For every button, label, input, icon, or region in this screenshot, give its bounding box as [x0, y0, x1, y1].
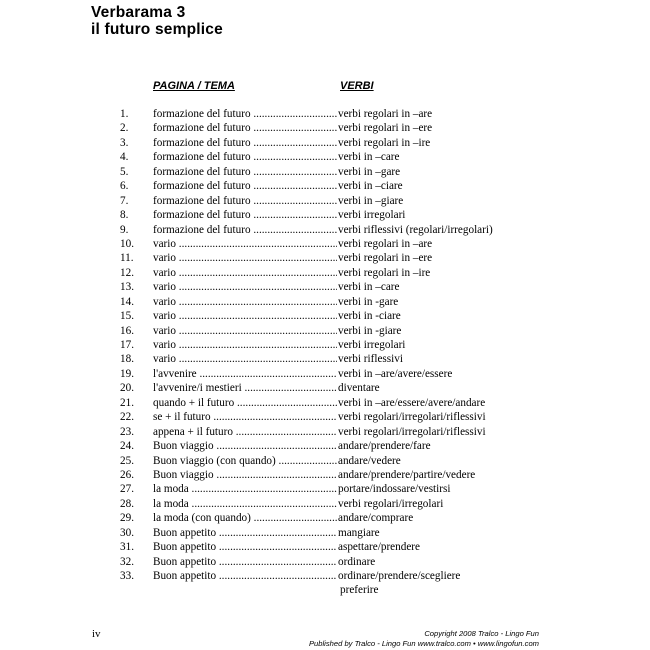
item-tema: formazione del futuro .....: [153, 194, 337, 208]
item-verbi: verbi irregolari: [338, 209, 406, 222]
item-number: 26.: [120, 468, 134, 481]
item-number: 25.: [120, 454, 134, 467]
item-tema: la moda .....: [153, 482, 337, 496]
item-tema: formazione del futuro .....: [153, 150, 337, 164]
item-tema: formazione del futuro .....: [153, 165, 337, 179]
item-tema: Buon appetito .....: [153, 526, 337, 540]
item-verbi: andare/comprare: [338, 512, 414, 525]
item-number: 9.: [120, 223, 129, 236]
list-item: [0, 526, 650, 540]
item-tema: formazione del futuro .....: [153, 136, 337, 150]
item-verbi: verbi regolari/irregolari/riflessivi: [338, 411, 486, 424]
item-number: 22.: [120, 411, 134, 424]
item-tema: Buon viaggio (con quando) .....: [153, 454, 337, 468]
item-number: 20.: [120, 382, 134, 395]
list-item: [0, 468, 650, 482]
item-number: 11.: [120, 252, 134, 265]
list-item: [0, 352, 650, 366]
item-verbi: verbi regolari in –are: [338, 108, 433, 120]
item-number: 12.: [120, 266, 134, 279]
item-verbi: verbi riflessivi: [338, 353, 403, 366]
item-number: 33.: [120, 570, 134, 582]
list-item: [0, 410, 650, 424]
item-number: 28.: [120, 497, 134, 510]
list-item: [0, 569, 650, 597]
list-item: [0, 107, 650, 121]
item-tema: formazione del futuro .....: [153, 208, 337, 222]
list-item: [0, 121, 650, 135]
item-verbi: verbi regolari in –ire: [338, 136, 431, 149]
list-item: [0, 381, 650, 395]
item-number: 29.: [120, 512, 134, 525]
item-verbi: portare/indossare/vestirsi: [338, 483, 451, 496]
item-number: 32.: [120, 555, 134, 568]
item-tema: formazione del futuro .....: [153, 121, 337, 135]
list-item: [0, 136, 650, 150]
item-verbi: verbi in -giare: [338, 324, 402, 337]
item-verbi: verbi in –are/avere/essere: [338, 367, 453, 380]
item-verbi: verbi in -gare: [338, 295, 399, 308]
page-number: iv: [92, 628, 101, 640]
publisher-line: Published by Tralco - Lingo Fun www.tralco.com • www.lingofun.com: [308, 639, 539, 648]
item-number: 27.: [120, 483, 134, 496]
item-tema: Buon appetito .....: [153, 569, 337, 583]
item-tema: formazione del futuro .....: [153, 223, 337, 237]
list-item: [0, 194, 650, 208]
list-item: [0, 309, 650, 323]
item-number: 5.: [120, 165, 129, 178]
item-verbi: verbi regolari in –ere: [338, 122, 433, 135]
item-verbi: verbi regolari/irregolari/riflessivi: [338, 425, 486, 438]
item-tema: formazione del futuro .....: [153, 179, 337, 193]
list-item: [0, 165, 650, 179]
item-tema: la moda .....: [153, 497, 337, 511]
item-verbi: verbi in –care: [338, 151, 400, 164]
list-item: [0, 223, 650, 237]
column-header-verbi: VERBI: [340, 80, 374, 92]
item-verbi: verbi in –are/essere/avere/andare: [338, 396, 486, 409]
item-verbi: andare/vedere: [338, 454, 401, 467]
item-verbi: ordinare: [338, 555, 376, 568]
item-verbi: ordinare/prendere/scegliere: [338, 570, 461, 582]
item-number: 31.: [120, 541, 134, 554]
item-verbi: verbi in -ciare: [338, 310, 401, 323]
list-item: [0, 482, 650, 496]
item-tema: vario .....: [153, 237, 337, 251]
item-number: 7.: [120, 194, 129, 207]
item-tema: vario .....: [153, 324, 337, 338]
item-tema: formazione del futuro .....: [153, 107, 337, 121]
item-number: 15.: [120, 310, 134, 323]
item-verbi: verbi irregolari: [338, 339, 406, 351]
item-tema: Buon viaggio .....: [153, 439, 337, 453]
list-item: [0, 511, 650, 525]
list-item: [0, 555, 650, 569]
list-item: [0, 497, 650, 511]
item-verbi: verbi riflessivi (regolari/irregolari): [338, 223, 493, 236]
item-number: 13.: [120, 281, 134, 294]
list-item: [0, 367, 650, 381]
list-item: [0, 454, 650, 468]
item-tema: Buon viaggio .....: [153, 468, 337, 482]
copyright-line: Copyright 2008 Tralco - Lingo Fun: [424, 629, 539, 638]
item-verbi: verbi in –care: [338, 281, 400, 294]
book-subtitle: il futuro semplice: [91, 21, 223, 38]
list-item: [0, 439, 650, 453]
list-item: [0, 266, 650, 280]
item-verbi-continued: preferire: [340, 584, 379, 596]
item-verbi: diventare: [338, 382, 380, 395]
item-number: 1.: [120, 108, 129, 120]
book-title: Verbarama 3: [91, 4, 186, 21]
item-number: 18.: [120, 353, 134, 366]
list-item: [0, 338, 650, 352]
item-number: 19.: [120, 367, 134, 380]
item-tema: se + il futuro .....: [153, 410, 337, 424]
item-tema: vario .....: [153, 338, 337, 352]
item-tema: vario .....: [153, 266, 337, 280]
item-verbi: verbi regolari/irregolari: [338, 497, 444, 510]
item-verbi: verbi in –gare: [338, 165, 401, 178]
list-item: [0, 324, 650, 338]
item-verbi: verbi regolari in –are: [338, 237, 433, 250]
list-item: [0, 540, 650, 554]
item-number: 30.: [120, 526, 134, 539]
contents-list: [0, 107, 650, 597]
item-tema: vario .....: [153, 352, 337, 366]
item-verbi: andare/prendere/fare: [338, 440, 431, 453]
item-tema: l'avvenire/i mestieri .....: [153, 381, 337, 395]
item-tema: vario .....: [153, 295, 337, 309]
item-verbi: verbi regolari in –ire: [338, 266, 431, 279]
item-tema: vario .....: [153, 280, 337, 294]
list-item: [0, 295, 650, 309]
column-header-pagina: PAGINA / TEMA: [153, 80, 235, 92]
list-item: [0, 179, 650, 193]
item-verbi: aspettare/prendere: [338, 541, 420, 554]
item-verbi: andare/prendere/partire/vedere: [338, 468, 476, 481]
item-number: 21.: [120, 396, 134, 409]
item-number: 3.: [120, 136, 129, 149]
item-number: 24.: [120, 440, 134, 453]
item-verbi: verbi in –ciare: [338, 180, 403, 193]
item-number: 8.: [120, 209, 129, 222]
list-item: [0, 150, 650, 164]
item-tema: l'avvenire .....: [153, 367, 337, 381]
list-item: [0, 425, 650, 439]
list-item: [0, 280, 650, 294]
item-tema: Buon appetito .....: [153, 540, 337, 554]
item-tema: Buon appetito .....: [153, 555, 337, 569]
list-item: [0, 237, 650, 251]
list-item: [0, 251, 650, 265]
item-verbi: verbi regolari in –ere: [338, 252, 433, 265]
item-number: 10.: [120, 237, 134, 250]
item-number: 14.: [120, 295, 134, 308]
item-number: 16.: [120, 324, 134, 337]
item-tema: la moda (con quando) .....: [153, 511, 337, 525]
list-item: [0, 208, 650, 222]
list-item: [0, 396, 650, 410]
item-tema: quando + il futuro .....: [153, 396, 337, 410]
item-verbi: verbi in –giare: [338, 194, 404, 207]
item-number: 17.: [120, 339, 134, 351]
item-tema: vario .....: [153, 251, 337, 265]
item-number: 6.: [120, 180, 129, 193]
item-number: 23.: [120, 425, 134, 438]
item-number: 2.: [120, 122, 129, 135]
item-tema: vario .....: [153, 309, 337, 323]
item-verbi: mangiare: [338, 526, 380, 539]
item-number: 4.: [120, 151, 129, 164]
item-tema: appena + il futuro .....: [153, 425, 337, 439]
